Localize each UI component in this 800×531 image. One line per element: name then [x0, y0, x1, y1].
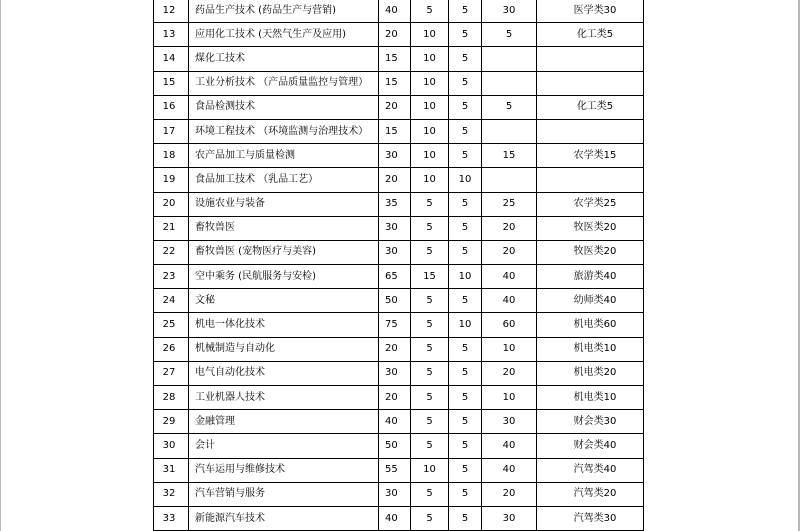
- row-number: 17: [154, 119, 189, 143]
- total-plan: 20: [379, 23, 411, 47]
- table-row: [154, 240, 644, 264]
- plan-col-4: 40: [482, 434, 537, 458]
- table-row: [154, 506, 644, 530]
- plan-col-2: 10: [411, 168, 449, 192]
- total-plan: 30: [379, 216, 411, 240]
- plan-col-2: 5: [411, 410, 449, 434]
- plan-col-4: 60: [482, 313, 537, 337]
- category-plan: 汽驾类30: [537, 506, 644, 530]
- major-name: 环境工程技术 （环境监测与治理技术）: [189, 119, 379, 143]
- row-number: 15: [154, 71, 189, 95]
- total-plan: 55: [379, 458, 411, 482]
- plan-col-3: 5: [449, 0, 482, 23]
- plan-col-4: 5: [482, 23, 537, 47]
- plan-col-3: 5: [449, 434, 482, 458]
- major-name: 畜牧兽医 (宠物医疗与美容): [189, 240, 379, 264]
- total-plan: 75: [379, 313, 411, 337]
- table-row: [154, 71, 644, 95]
- row-number: 25: [154, 313, 189, 337]
- plan-col-4: 40: [482, 289, 537, 313]
- table-row: [154, 289, 644, 313]
- plan-col-4: [482, 168, 537, 192]
- row-number: 14: [154, 47, 189, 71]
- category-plan: [537, 47, 644, 71]
- plan-col-3: 10: [449, 265, 482, 289]
- table-row: [154, 216, 644, 240]
- category-plan: 化工类5: [537, 95, 644, 119]
- total-plan: 30: [379, 144, 411, 168]
- table-row: [154, 337, 644, 361]
- plan-col-3: 10: [449, 313, 482, 337]
- plan-col-2: 5: [411, 434, 449, 458]
- plan-col-4: 40: [482, 458, 537, 482]
- plan-col-2: 5: [411, 192, 449, 216]
- row-number: 20: [154, 192, 189, 216]
- row-number: 16: [154, 95, 189, 119]
- row-number: 23: [154, 265, 189, 289]
- total-plan: 20: [379, 337, 411, 361]
- plan-col-3: 5: [449, 289, 482, 313]
- total-plan: 30: [379, 240, 411, 264]
- table-row: [154, 47, 644, 71]
- plan-col-4: [482, 47, 537, 71]
- table-row: [154, 361, 644, 385]
- row-number: 22: [154, 240, 189, 264]
- category-plan: [537, 119, 644, 143]
- plan-col-2: 10: [411, 119, 449, 143]
- plan-col-2: 10: [411, 95, 449, 119]
- plan-col-2: 5: [411, 482, 449, 506]
- category-plan: 机电类60: [537, 313, 644, 337]
- plan-col-3: 5: [449, 144, 482, 168]
- major-name: 煤化工技术: [189, 47, 379, 71]
- plan-col-2: 5: [411, 289, 449, 313]
- table-row: [154, 23, 644, 47]
- plan-col-3: 5: [449, 482, 482, 506]
- table-row: [154, 482, 644, 506]
- row-number: 18: [154, 144, 189, 168]
- major-name: 应用化工技术 (天然气生产及应用): [189, 23, 379, 47]
- plan-col-3: 5: [449, 240, 482, 264]
- total-plan: 50: [379, 434, 411, 458]
- category-plan: 医学类30: [537, 0, 644, 23]
- plan-col-4: 20: [482, 482, 537, 506]
- plan-col-2: 5: [411, 240, 449, 264]
- major-name: 农产品加工与质量检测: [189, 144, 379, 168]
- table-body: [154, 0, 644, 531]
- total-plan: 20: [379, 168, 411, 192]
- plan-col-3: 5: [449, 192, 482, 216]
- plan-col-3: 5: [449, 23, 482, 47]
- plan-col-3: 5: [449, 386, 482, 410]
- plan-col-2: 15: [411, 265, 449, 289]
- major-name: 药品生产技术 (药品生产与营销): [189, 0, 379, 23]
- category-plan: 农学类25: [537, 192, 644, 216]
- plan-col-3: 5: [449, 458, 482, 482]
- row-number: 27: [154, 361, 189, 385]
- category-plan: 牧医类20: [537, 240, 644, 264]
- row-number: 21: [154, 216, 189, 240]
- plan-col-4: 40: [482, 265, 537, 289]
- row-number: 32: [154, 482, 189, 506]
- major-name: 畜牧兽医: [189, 216, 379, 240]
- table-row: [154, 434, 644, 458]
- plan-col-4: 30: [482, 0, 537, 23]
- total-plan: 30: [379, 482, 411, 506]
- table-row: [154, 144, 644, 168]
- major-name: 工业机器人技术: [189, 386, 379, 410]
- category-plan: 汽驾类40: [537, 458, 644, 482]
- major-name: 会计: [189, 434, 379, 458]
- total-plan: 30: [379, 361, 411, 385]
- plan-col-4: 10: [482, 337, 537, 361]
- total-plan: 15: [379, 47, 411, 71]
- row-number: 24: [154, 289, 189, 313]
- plan-col-3: 5: [449, 361, 482, 385]
- total-plan: 15: [379, 71, 411, 95]
- plan-col-4: 20: [482, 240, 537, 264]
- plan-col-4: 20: [482, 361, 537, 385]
- total-plan: 65: [379, 265, 411, 289]
- major-name: 空中乘务 (民航服务与安检): [189, 265, 379, 289]
- plan-col-2: 5: [411, 216, 449, 240]
- row-number: 29: [154, 410, 189, 434]
- total-plan: 20: [379, 95, 411, 119]
- plan-col-4: 5: [482, 95, 537, 119]
- row-number: 31: [154, 458, 189, 482]
- total-plan: 50: [379, 289, 411, 313]
- category-plan: 旅游类40: [537, 265, 644, 289]
- plan-col-4: 30: [482, 506, 537, 530]
- category-plan: [537, 168, 644, 192]
- plan-col-4: 25: [482, 192, 537, 216]
- plan-col-4: 10: [482, 386, 537, 410]
- total-plan: 40: [379, 410, 411, 434]
- major-name: 食品检测技术: [189, 95, 379, 119]
- table-row: [154, 0, 644, 23]
- plan-col-3: 5: [449, 47, 482, 71]
- major-name: 金融管理: [189, 410, 379, 434]
- category-plan: 幼师类40: [537, 289, 644, 313]
- plan-col-3: 5: [449, 95, 482, 119]
- table-row: [154, 386, 644, 410]
- category-plan: 财会类30: [537, 410, 644, 434]
- major-name: 新能源汽车技术: [189, 506, 379, 530]
- plan-col-2: 10: [411, 458, 449, 482]
- major-name: 工业分析技术 （产品质量监控与管理）: [189, 71, 379, 95]
- row-number: 19: [154, 168, 189, 192]
- plan-col-2: 10: [411, 71, 449, 95]
- plan-col-4: [482, 71, 537, 95]
- row-number: 12: [154, 0, 189, 23]
- total-plan: 15: [379, 119, 411, 143]
- plan-col-3: 5: [449, 119, 482, 143]
- total-plan: 35: [379, 192, 411, 216]
- plan-col-2: 5: [411, 0, 449, 23]
- plan-col-3: 5: [449, 71, 482, 95]
- plan-col-3: 5: [449, 410, 482, 434]
- category-plan: 汽驾类20: [537, 482, 644, 506]
- row-number: 26: [154, 337, 189, 361]
- plan-col-2: 5: [411, 337, 449, 361]
- plan-col-2: 10: [411, 23, 449, 47]
- plan-col-2: 10: [411, 144, 449, 168]
- total-plan: 20: [379, 386, 411, 410]
- table-row: [154, 119, 644, 143]
- plan-col-4: 15: [482, 144, 537, 168]
- major-name: 汽车运用与维修技术: [189, 458, 379, 482]
- category-plan: 财会类40: [537, 434, 644, 458]
- table-row: [154, 95, 644, 119]
- plan-col-3: 5: [449, 506, 482, 530]
- category-plan: 机电类10: [537, 386, 644, 410]
- row-number: 13: [154, 23, 189, 47]
- table-row: [154, 192, 644, 216]
- table-row: [154, 265, 644, 289]
- category-plan: [537, 71, 644, 95]
- category-plan: 农学类15: [537, 144, 644, 168]
- plan-col-3: 10: [449, 168, 482, 192]
- table-row: [154, 458, 644, 482]
- category-plan: 化工类5: [537, 23, 644, 47]
- enrollment-table: [153, 0, 644, 531]
- plan-col-3: 5: [449, 216, 482, 240]
- major-name: 汽车营销与服务: [189, 482, 379, 506]
- plan-col-2: 10: [411, 47, 449, 71]
- major-name: 文秘: [189, 289, 379, 313]
- major-name: 设施农业与装备: [189, 192, 379, 216]
- category-plan: 牧医类20: [537, 216, 644, 240]
- category-plan: 机电类10: [537, 337, 644, 361]
- table-row: [154, 410, 644, 434]
- plan-col-3: 5: [449, 337, 482, 361]
- major-name: 电气自动化技术: [189, 361, 379, 385]
- plan-col-2: 5: [411, 313, 449, 337]
- total-plan: 40: [379, 506, 411, 530]
- window-border-left: [0, 0, 1, 531]
- plan-col-4: [482, 119, 537, 143]
- row-number: 33: [154, 506, 189, 530]
- plan-col-4: 20: [482, 216, 537, 240]
- plan-col-4: 30: [482, 410, 537, 434]
- total-plan: 40: [379, 0, 411, 23]
- category-plan: 机电类20: [537, 361, 644, 385]
- major-name: 食品加工技术 （乳品工艺）: [189, 168, 379, 192]
- plan-col-2: 5: [411, 386, 449, 410]
- row-number: 30: [154, 434, 189, 458]
- plan-col-2: 5: [411, 361, 449, 385]
- table-row: [154, 168, 644, 192]
- major-name: 机械制造与自动化: [189, 337, 379, 361]
- row-number: 28: [154, 386, 189, 410]
- major-name: 机电一体化技术: [189, 313, 379, 337]
- table-row: [154, 313, 644, 337]
- plan-col-2: 5: [411, 506, 449, 530]
